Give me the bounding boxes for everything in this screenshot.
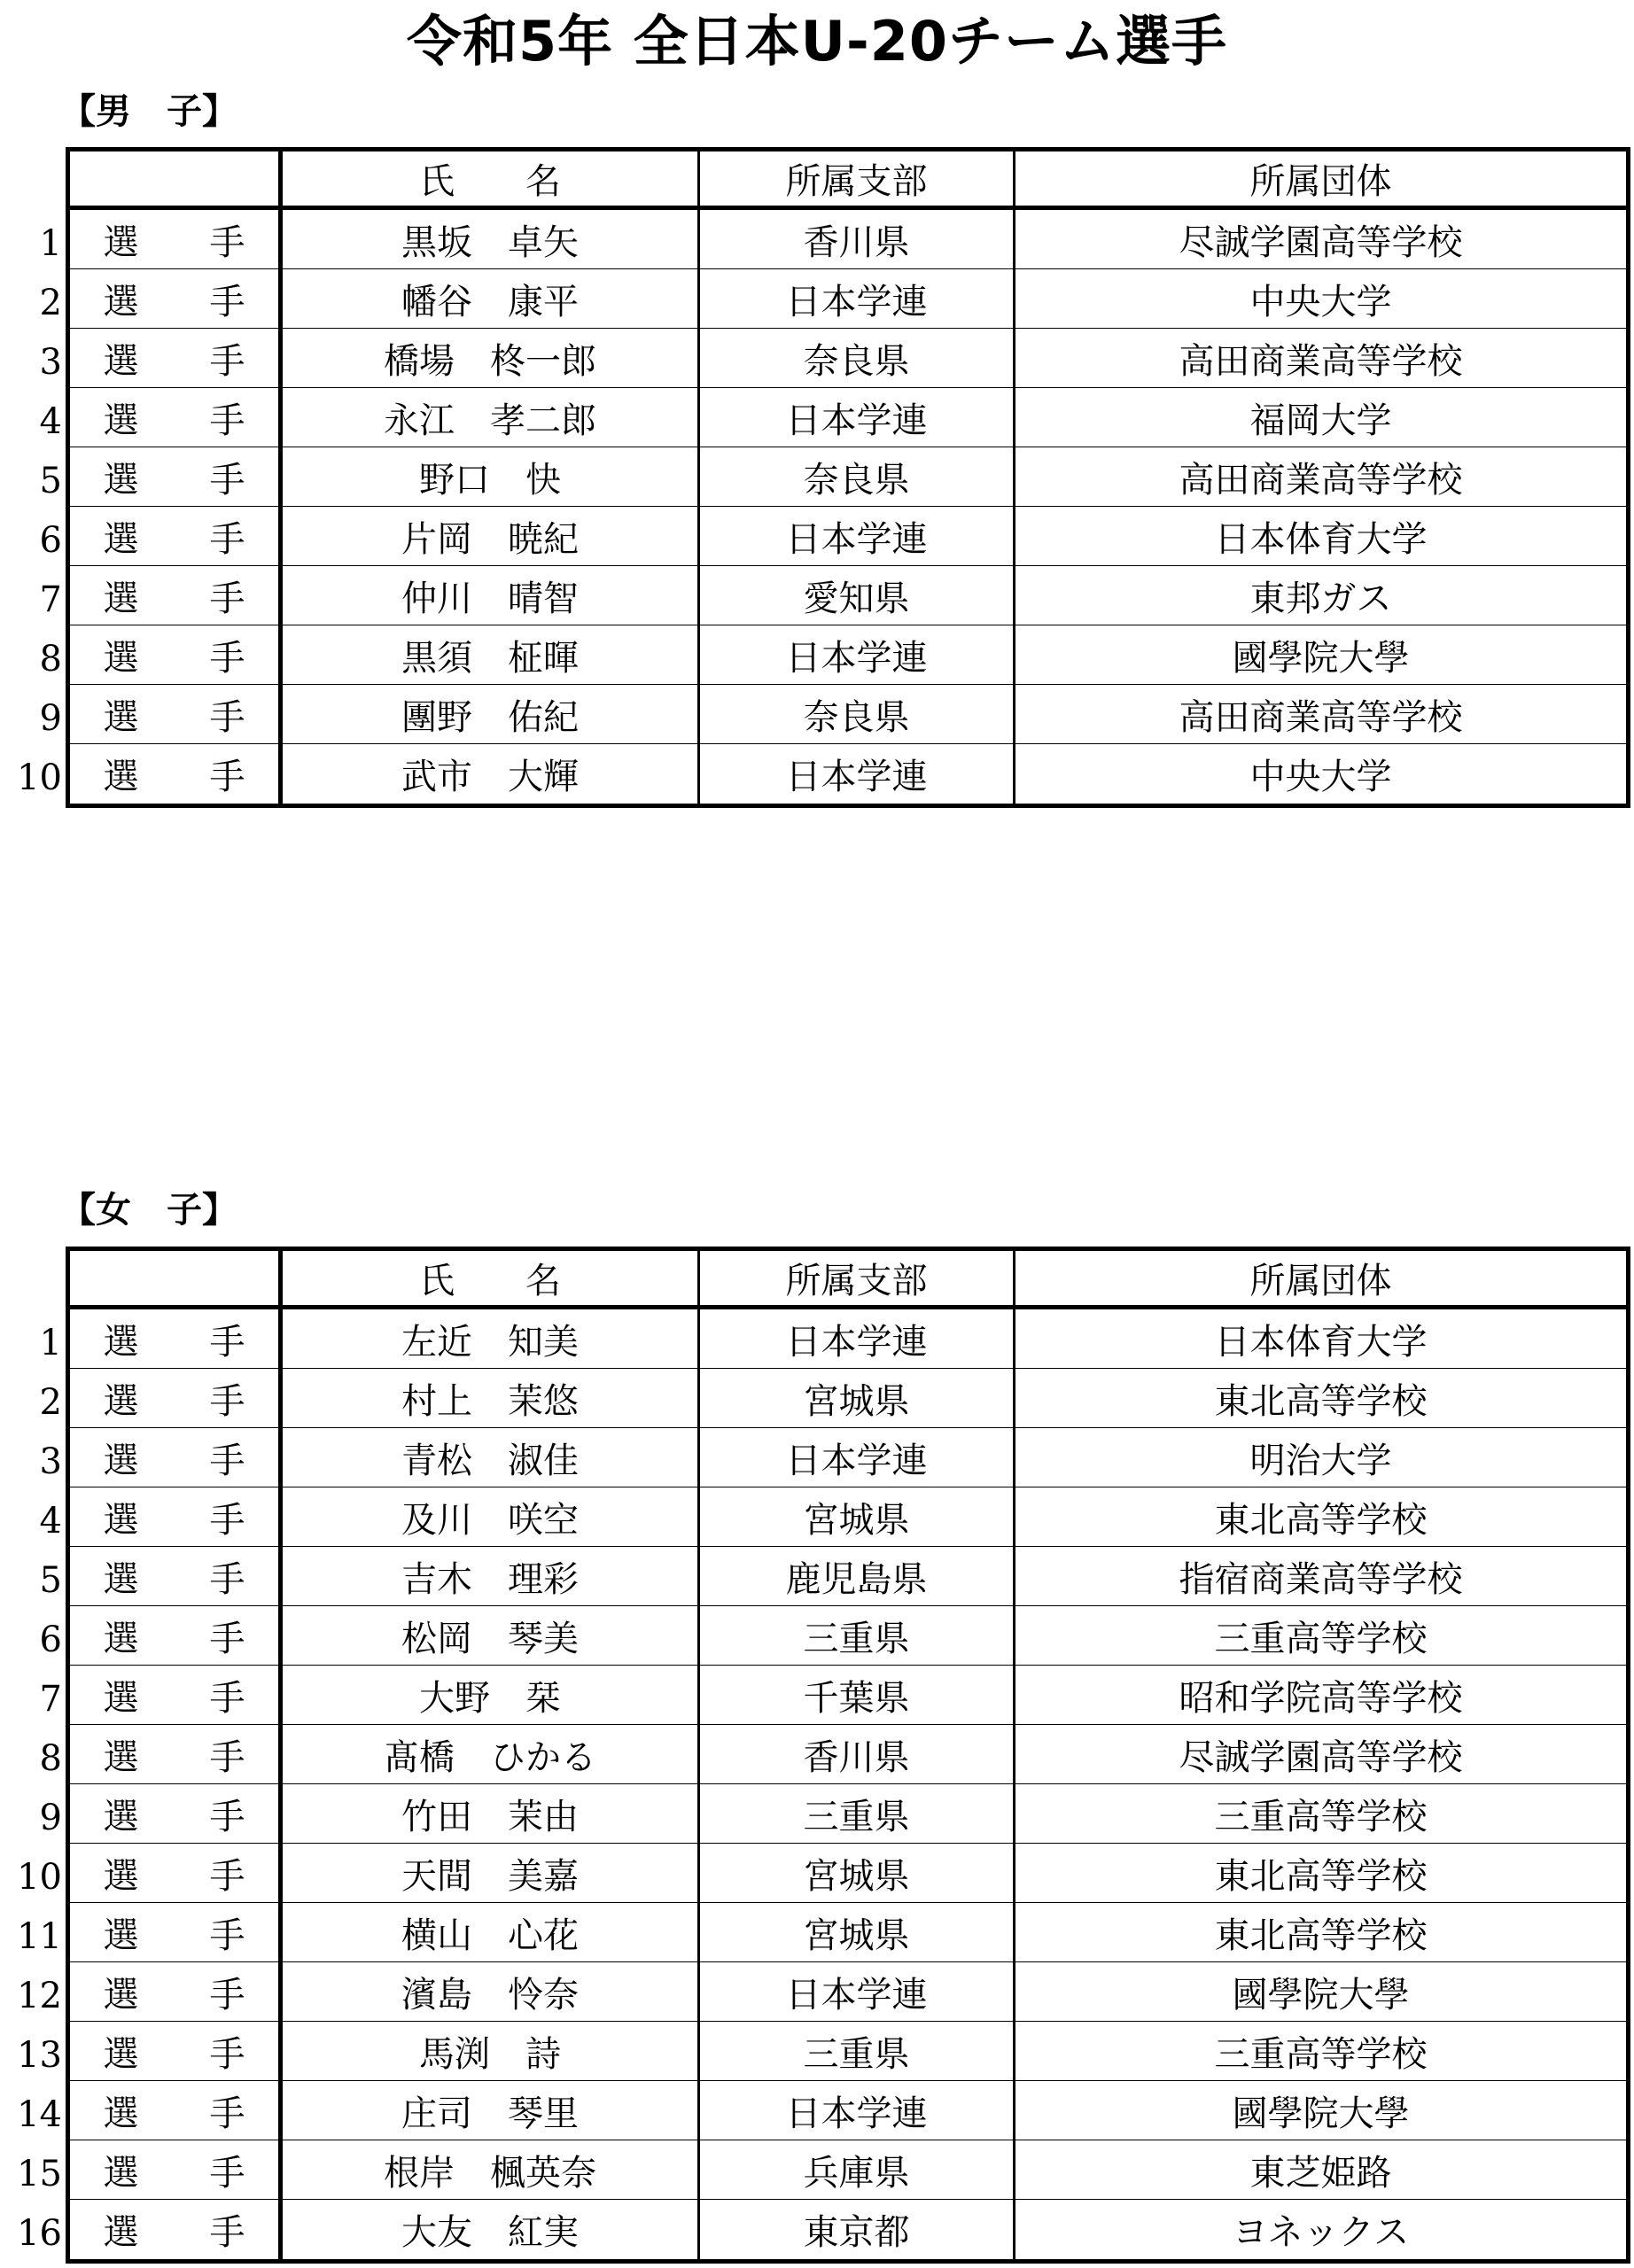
header-org: 所属団体 <box>1249 1261 1392 1301</box>
cell-role: 選 手 <box>70 1666 283 1724</box>
cell-role: 選 手 <box>70 269 283 328</box>
cell-branch: 宮城県 <box>700 1903 1015 1961</box>
table-row <box>70 2081 1626 2140</box>
cell-org: 東北高等学校 <box>1214 1855 1428 1897</box>
cell-name: 髙橋 ひかる <box>283 1725 700 1783</box>
row-number: 11 <box>17 1916 62 1957</box>
cell-role: 選 手 <box>70 1309 283 1368</box>
table-row <box>70 1428 1626 1487</box>
cell-role: 選 手 <box>70 2022 283 2080</box>
cell-branch: 日本学連 <box>700 744 1015 804</box>
table-row <box>70 2200 1626 2259</box>
cell-branch: 兵庫県 <box>700 2140 1015 2199</box>
cell-name: 永江 孝二郎 <box>283 388 700 447</box>
cell-org: 國學院大學 <box>1232 1974 1410 2016</box>
cell-branch: 鹿児島県 <box>700 1547 1015 1605</box>
cell-name: 横山 心花 <box>283 1903 700 1961</box>
row-number: 1 <box>39 223 62 264</box>
table-row <box>70 744 1626 804</box>
cell-org: 國學院大學 <box>1232 2093 1410 2134</box>
row-number: 6 <box>39 520 62 561</box>
row-number: 12 <box>17 1976 62 2016</box>
cell-branch: 香川県 <box>700 1725 1015 1783</box>
row-number: 10 <box>17 1857 62 1898</box>
cell-org: 明治大学 <box>1249 1440 1392 1481</box>
cell-branch: 奈良県 <box>700 685 1015 743</box>
row-number: 16 <box>17 2213 62 2254</box>
cell-name: 根岸 楓英奈 <box>283 2140 700 2199</box>
cell-org: 指宿商業高等学校 <box>1179 1558 1463 1600</box>
header-role <box>70 1251 283 1305</box>
cell-org: 東北高等学校 <box>1214 1499 1428 1541</box>
header-branch: 所属支部 <box>700 151 1015 206</box>
cell-branch: 日本学連 <box>700 1309 1015 1368</box>
cell-branch: 宮城県 <box>700 1844 1015 1902</box>
cell-branch: 千葉県 <box>700 1666 1015 1724</box>
table-row <box>70 685 1626 744</box>
cell-role: 選 手 <box>70 1962 283 2021</box>
cell-org: 福岡大学 <box>1249 400 1392 441</box>
cell-org: 高田商業高等学校 <box>1179 340 1463 382</box>
page-title: 令和5年 全日本U-20チーム選手 <box>406 9 1228 74</box>
row-number: 2 <box>39 1382 62 1423</box>
cell-role: 選 手 <box>70 1547 283 1605</box>
cell-branch: 宮城県 <box>700 1369 1015 1427</box>
cell-org: 中央大学 <box>1249 281 1392 322</box>
row-number: 10 <box>17 757 62 798</box>
cell-role: 選 手 <box>70 566 283 625</box>
cell-name: 竹田 茉由 <box>283 1784 700 1843</box>
row-number: 9 <box>39 1798 62 1838</box>
cell-name: 庄司 琴里 <box>283 2081 700 2140</box>
table-header-row <box>70 1251 1626 1309</box>
cell-org: 昭和学院高等学校 <box>1179 1677 1463 1719</box>
row-number: 9 <box>39 698 62 739</box>
cell-role: 選 手 <box>70 1369 283 1427</box>
cell-role: 選 手 <box>70 1606 283 1665</box>
row-number: 7 <box>39 579 62 620</box>
row-number: 5 <box>39 1560 62 1601</box>
cell-name: 黒須 柾暉 <box>283 625 700 684</box>
row-number: 3 <box>39 1441 62 1482</box>
row-number: 2 <box>39 283 62 323</box>
cell-role: 選 手 <box>70 1487 283 1546</box>
cell-org: 尽誠学園高等学校 <box>1179 1736 1463 1778</box>
cell-name: 幡谷 康平 <box>283 269 700 328</box>
table-row <box>70 1666 1626 1725</box>
row-number: 3 <box>39 342 62 383</box>
cell-name: 大野 栞 <box>283 1666 700 1724</box>
row-number: 1 <box>39 1323 62 1363</box>
cell-role: 選 手 <box>70 1428 283 1487</box>
cell-role: 選 手 <box>70 388 283 447</box>
cell-role: 選 手 <box>70 1903 283 1961</box>
cell-org: ヨネックス <box>1232 2212 1410 2253</box>
table-row <box>70 1487 1626 1547</box>
cell-org: 三重高等学校 <box>1214 1618 1428 1659</box>
table-row <box>70 1606 1626 1666</box>
row-number: 4 <box>39 1501 62 1542</box>
cell-org: 尽誠学園高等学校 <box>1179 221 1463 263</box>
header-name: 氏 名 <box>283 151 700 206</box>
cell-branch: 日本学連 <box>700 625 1015 684</box>
cell-name: 及川 咲空 <box>283 1487 700 1546</box>
roster-table-men <box>66 147 1630 808</box>
table-row <box>70 1962 1626 2022</box>
cell-name: 村上 茉悠 <box>283 1369 700 1427</box>
table-row <box>70 269 1626 329</box>
table-row <box>70 625 1626 685</box>
roster-table-women <box>66 1247 1630 2264</box>
row-number: 6 <box>39 1619 62 1660</box>
cell-org: 日本体育大学 <box>1214 518 1428 560</box>
cell-name: 團野 佑紀 <box>283 685 700 743</box>
row-number: 8 <box>39 639 62 680</box>
row-number: 4 <box>39 401 62 442</box>
row-number: 13 <box>17 2035 62 2076</box>
cell-name: 馬渕 詩 <box>283 2022 700 2080</box>
cell-role: 選 手 <box>70 210 283 268</box>
cell-name: 左近 知美 <box>283 1309 700 1368</box>
cell-org: 國學院大學 <box>1232 637 1410 679</box>
table-row <box>70 329 1626 388</box>
table-row <box>70 507 1626 566</box>
cell-branch: 日本学連 <box>700 1428 1015 1487</box>
cell-branch: 宮城県 <box>700 1487 1015 1546</box>
cell-org: 東北高等学校 <box>1214 1915 1428 1956</box>
table-header-row <box>70 151 1626 210</box>
cell-name: 片岡 暁紀 <box>283 507 700 565</box>
cell-name: 黒坂 卓矢 <box>283 210 700 268</box>
cell-role: 選 手 <box>70 1844 283 1902</box>
cell-branch: 日本学連 <box>700 2081 1015 2140</box>
cell-branch: 三重県 <box>700 1606 1015 1665</box>
cell-name: 仲川 晴智 <box>283 566 700 625</box>
cell-org: 三重高等学校 <box>1214 2033 1428 2075</box>
cell-org: 中央大学 <box>1249 757 1392 797</box>
cell-role: 選 手 <box>70 447 283 506</box>
table-row <box>70 388 1626 447</box>
cell-branch: 日本学連 <box>700 388 1015 447</box>
cell-role: 選 手 <box>70 685 283 743</box>
table-row <box>70 1844 1626 1903</box>
header-org: 所属団体 <box>1249 161 1392 202</box>
cell-org: 日本体育大学 <box>1214 1321 1428 1363</box>
cell-role: 選 手 <box>70 507 283 565</box>
cell-org: 東北高等学校 <box>1214 1380 1428 1422</box>
table-row <box>70 1903 1626 1962</box>
row-number: 15 <box>17 2154 62 2194</box>
section-label-women: 【女 子】 <box>60 1190 237 1231</box>
cell-role: 選 手 <box>70 2081 283 2140</box>
table-row <box>70 447 1626 507</box>
cell-name: 松岡 琴美 <box>283 1606 700 1665</box>
cell-role: 選 手 <box>70 2200 283 2259</box>
cell-branch: 香川県 <box>700 210 1015 268</box>
cell-role: 選 手 <box>70 2140 283 2199</box>
table-row <box>70 1369 1626 1428</box>
cell-role: 選 手 <box>70 1725 283 1783</box>
cell-branch: 奈良県 <box>700 447 1015 506</box>
cell-org: 三重高等学校 <box>1214 1796 1428 1837</box>
cell-name: 武市 大輝 <box>283 744 700 804</box>
cell-name: 濱島 怜奈 <box>283 1962 700 2021</box>
row-number: 5 <box>39 461 62 501</box>
header-name: 氏 名 <box>283 1251 700 1305</box>
cell-name: 橋場 柊一郎 <box>283 329 700 387</box>
cell-role: 選 手 <box>70 625 283 684</box>
row-number: 8 <box>39 1738 62 1779</box>
table-row <box>70 2140 1626 2200</box>
cell-name: 大友 紅実 <box>283 2200 700 2259</box>
table-row <box>70 1309 1626 1369</box>
cell-role: 選 手 <box>70 329 283 387</box>
table-row <box>70 566 1626 625</box>
table-row <box>70 1547 1626 1606</box>
cell-org: 東邦ガス <box>1249 578 1392 619</box>
cell-org: 高田商業高等学校 <box>1179 459 1463 501</box>
table-row <box>70 2022 1626 2081</box>
cell-name: 青松 淑佳 <box>283 1428 700 1487</box>
cell-org: 東芝姫路 <box>1249 2152 1392 2194</box>
cell-name: 天間 美嘉 <box>283 1844 700 1902</box>
section-label-men: 【男 子】 <box>60 91 237 132</box>
cell-branch: 三重県 <box>700 2022 1015 2080</box>
table-row <box>70 1784 1626 1844</box>
cell-branch: 日本学連 <box>700 269 1015 328</box>
row-number: 7 <box>39 1679 62 1720</box>
cell-name: 吉木 理彩 <box>283 1547 700 1605</box>
cell-branch: 愛知県 <box>700 566 1015 625</box>
table-row <box>70 210 1626 269</box>
cell-branch: 三重県 <box>700 1784 1015 1843</box>
cell-role: 選 手 <box>70 744 283 804</box>
cell-branch: 日本学連 <box>700 1962 1015 2021</box>
cell-branch: 日本学連 <box>700 507 1015 565</box>
cell-org: 高田商業高等学校 <box>1179 696 1463 738</box>
header-role <box>70 151 283 206</box>
table-row <box>70 1725 1626 1784</box>
cell-role: 選 手 <box>70 1784 283 1843</box>
cell-name: 野口 快 <box>283 447 700 506</box>
cell-branch: 東京都 <box>700 2200 1015 2259</box>
header-branch: 所属支部 <box>700 1251 1015 1305</box>
row-number: 14 <box>17 2094 62 2135</box>
cell-branch: 奈良県 <box>700 329 1015 387</box>
